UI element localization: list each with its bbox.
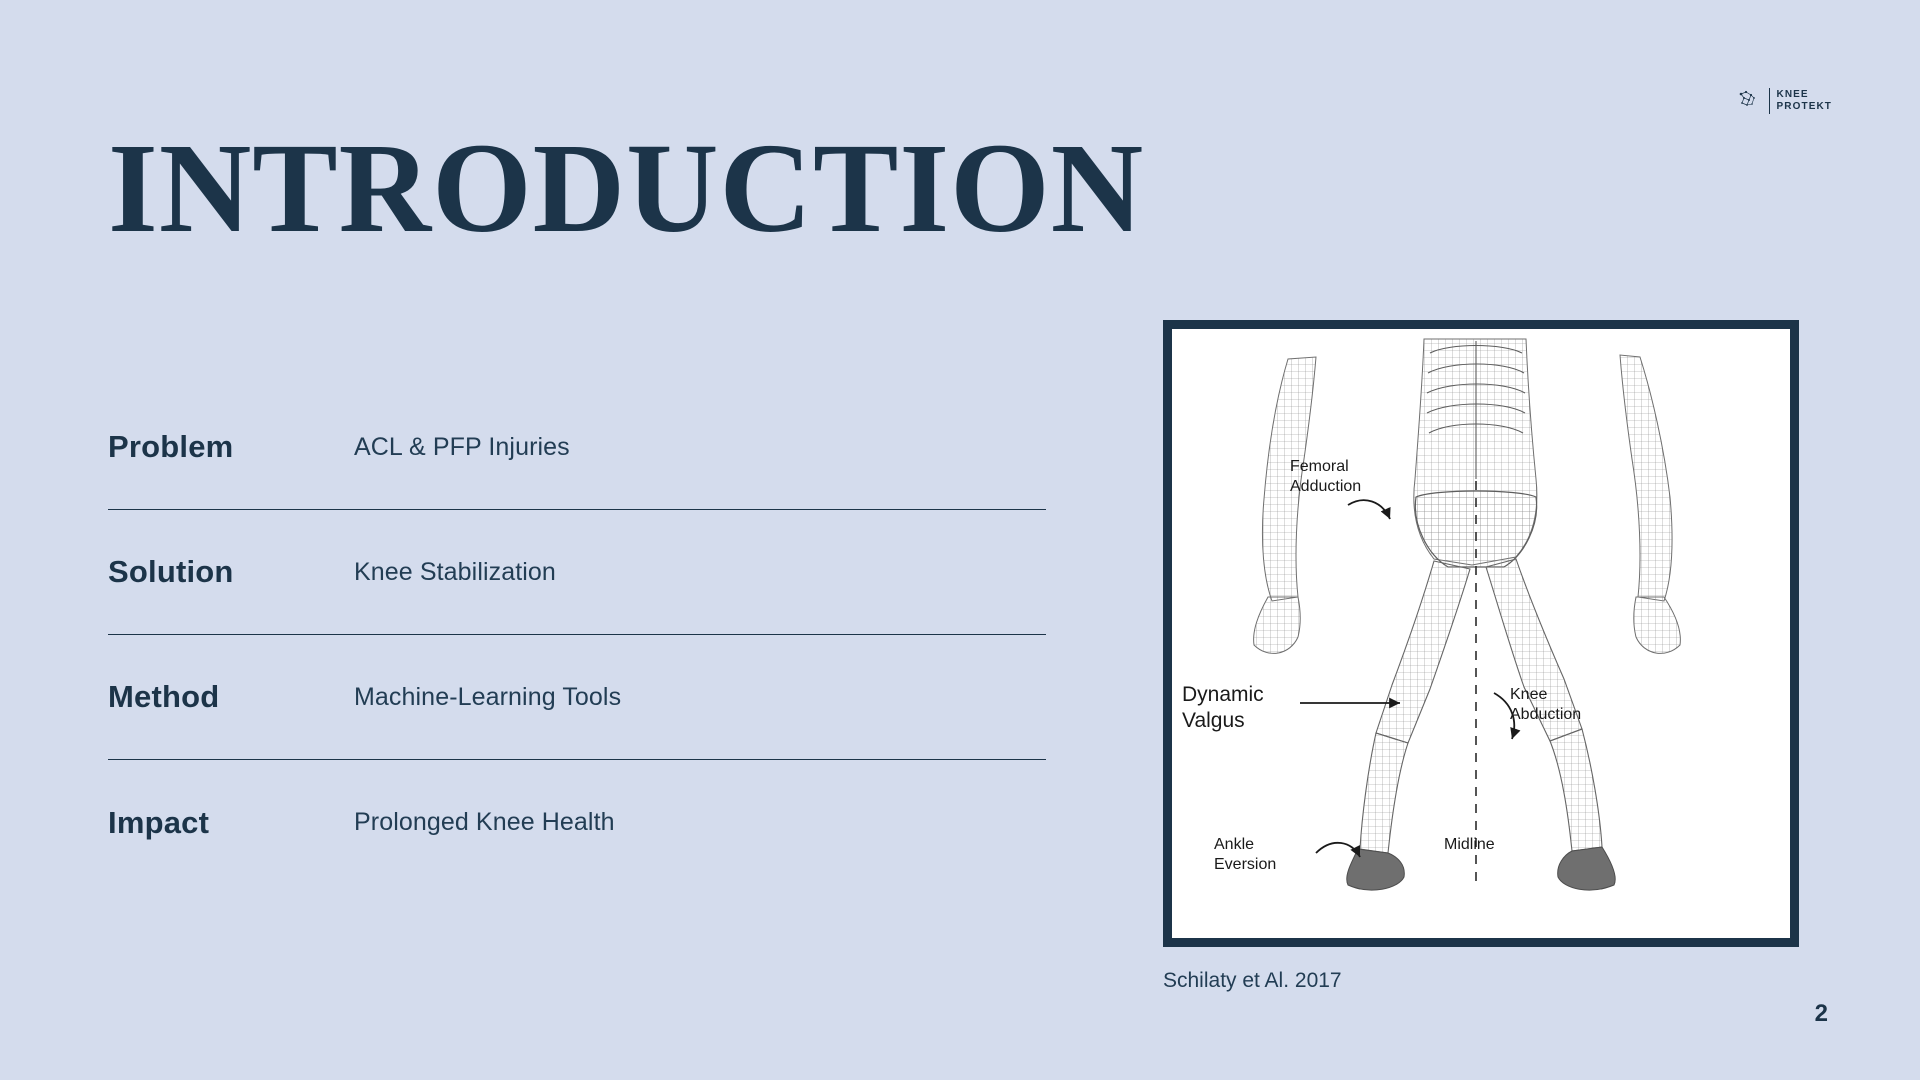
- figure-image-frame: [1163, 320, 1799, 947]
- figure-annotation-femoral-adduction-line2: Adduction: [1290, 478, 1362, 495]
- table-row: [108, 385, 1046, 510]
- figure-annotation-dynamic-valgus-line1: Dynamic: [1182, 683, 1264, 706]
- figure-annotation-knee-abduction-line2: Abduction: [1510, 706, 1582, 723]
- logo-divider: [1769, 88, 1770, 114]
- figure-annotation-dynamic-valgus-line2: Valgus: [1182, 709, 1245, 732]
- knee-protekt-mark-icon: [1736, 88, 1762, 114]
- table-row-key: Impact: [108, 804, 210, 840]
- figure: [1163, 320, 1799, 993]
- logo-wordmark-line2: PROTEKT: [1776, 101, 1832, 112]
- page-title: INTRODUCTION: [108, 117, 1145, 259]
- table-row: [108, 510, 1046, 635]
- logo-wordmark: [1777, 89, 1832, 113]
- table-row-value: Prolonged Knee Health: [354, 808, 615, 836]
- figure-annotation-knee-abduction-line1: Knee: [1510, 686, 1548, 703]
- page-number: 2: [1814, 1000, 1828, 1027]
- table-row-key: Solution: [108, 554, 234, 589]
- brand-logo: [1736, 88, 1832, 114]
- table-row-value: Knee Stabilization: [354, 557, 556, 586]
- table-row: [108, 760, 1046, 885]
- figure-annotation-ankle-eversion-line1: Ankle: [1214, 836, 1255, 853]
- figure-annotation-ankle-eversion-line2: Eversion: [1214, 856, 1277, 873]
- table-row-key: Method: [108, 679, 220, 714]
- anatomy-diagram-icon: [1172, 329, 1790, 938]
- table-row-key: Problem: [108, 429, 234, 464]
- table-row: [108, 635, 1046, 760]
- table-row-value: ACL & PFP Injuries: [354, 432, 570, 461]
- figure-annotation-femoral-adduction-line1: Femoral: [1290, 458, 1349, 475]
- figure-caption: Schilaty et Al. 2017: [1163, 969, 1342, 992]
- table-row-value: Machine-Learning Tools: [354, 682, 622, 711]
- figure-annotation-midline: Midline: [1444, 836, 1495, 853]
- logo-wordmark-line1: KNEE: [1776, 89, 1809, 100]
- summary-table: [108, 385, 1046, 885]
